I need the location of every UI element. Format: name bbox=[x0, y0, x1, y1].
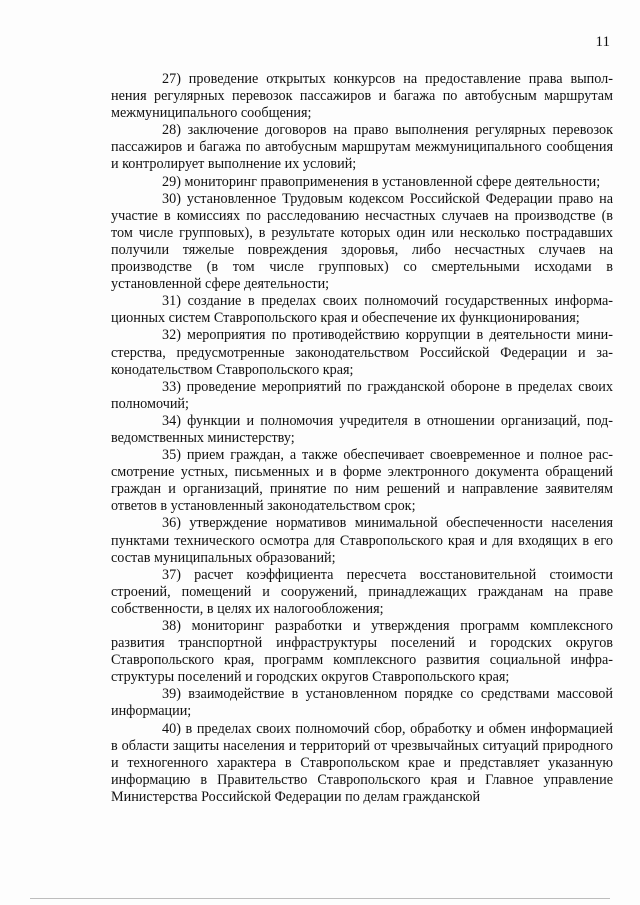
paragraph-item-33: 33) проведение мероприятий по гражданской обороне в пределах своих полномочий; bbox=[111, 378, 613, 412]
paragraph-item-28: 28) заключение договоров на право выполнения регулярных перевозок пассажиров и багажа по автобусным маршрутам межмуниципального сообщения и контролирует выполнение их условий; bbox=[111, 122, 613, 173]
paragraph-item-40: 40) в пределах своих полномочий сбор, обработку и обмен информацией в области защиты населения и территорий от чрезвычайных ситуаций природного и техногенного характера в Ставропольском крае и представляет указанную информацию в Правительство Ставропольского края и Главное управление Министерства Российской Федерации по делам гражданской bbox=[111, 720, 613, 805]
page-number: 11 bbox=[595, 34, 610, 50]
paragraph-item-29: 29) мониторинг правоприменения в установленной сфере деятельности; bbox=[162, 173, 601, 190]
paragraph-item-39: 39) взаимодействие в установленном порядке со средствами массовой информации; bbox=[111, 686, 613, 720]
paragraph-item-32: 32) мероприятия по противодействию коррупции в деятельности министерства, предусмотренные законодательством Российской Федерации и законодательством Ставропольского края; bbox=[111, 327, 613, 378]
scan-edge-line bbox=[30, 898, 610, 899]
paragraph-item-34: 34) функции и полномочия учредителя в отношении организаций, подведомственных министерству; bbox=[111, 412, 613, 446]
paragraph-item-30: 30) установленное Трудовым кодексом Российской Федерации право на участие в комиссиях по расследованию несчастных случаев на производстве (в том числе групповых), в результате которых один или несколько пострадавших получили тяжелые повреждения здоровья, либо несчастных случаев на производстве (в том числе групповых) со смертельными исходами в установленной сфере деятельности; bbox=[111, 190, 613, 293]
paragraph-item-38: 38) мониторинг разработки и утверждения программ комплексного развития транспортной инфраструктуры поселений и городских округов Ставропольского края, программ комплексного развития социальной инфраструктуры поселений и городских округов Ставропольского края; bbox=[111, 618, 613, 686]
paragraph-item-35: 35) прием граждан, а также обеспечивает своевременное и полное рассмотрение устных, письменных и в форме электронного документа обращений граждан и организаций, принятие по ним решений и направление заявителям ответов в установленный законодательством срок; bbox=[111, 447, 613, 515]
paragraph-item-31: 31) создание в пределах своих полномочий государственных информационных систем Ставропольского края и обеспечение их функционирования; bbox=[111, 293, 613, 327]
document-body bbox=[111, 71, 613, 806]
paragraph-item-37: 37) расчет коэффициента пересчета восстановительной стоимости строений, помещений и сооружений, принадлежащих гражданам на праве собственности, в целях их налогообложения; bbox=[111, 566, 613, 617]
paragraph-item-27: 27) проведение открытых конкурсов на предоставление права выполнения регулярных перевозок пассажиров и багажа по автобусным маршрутам межмуниципального сообщения; bbox=[111, 71, 613, 122]
paragraph-item-36: 36) утверждение нормативов минимальной обеспеченности населения пунктами технического осмотра для Ставропольского края и для входящих в его состав муниципальных образований; bbox=[111, 515, 613, 566]
